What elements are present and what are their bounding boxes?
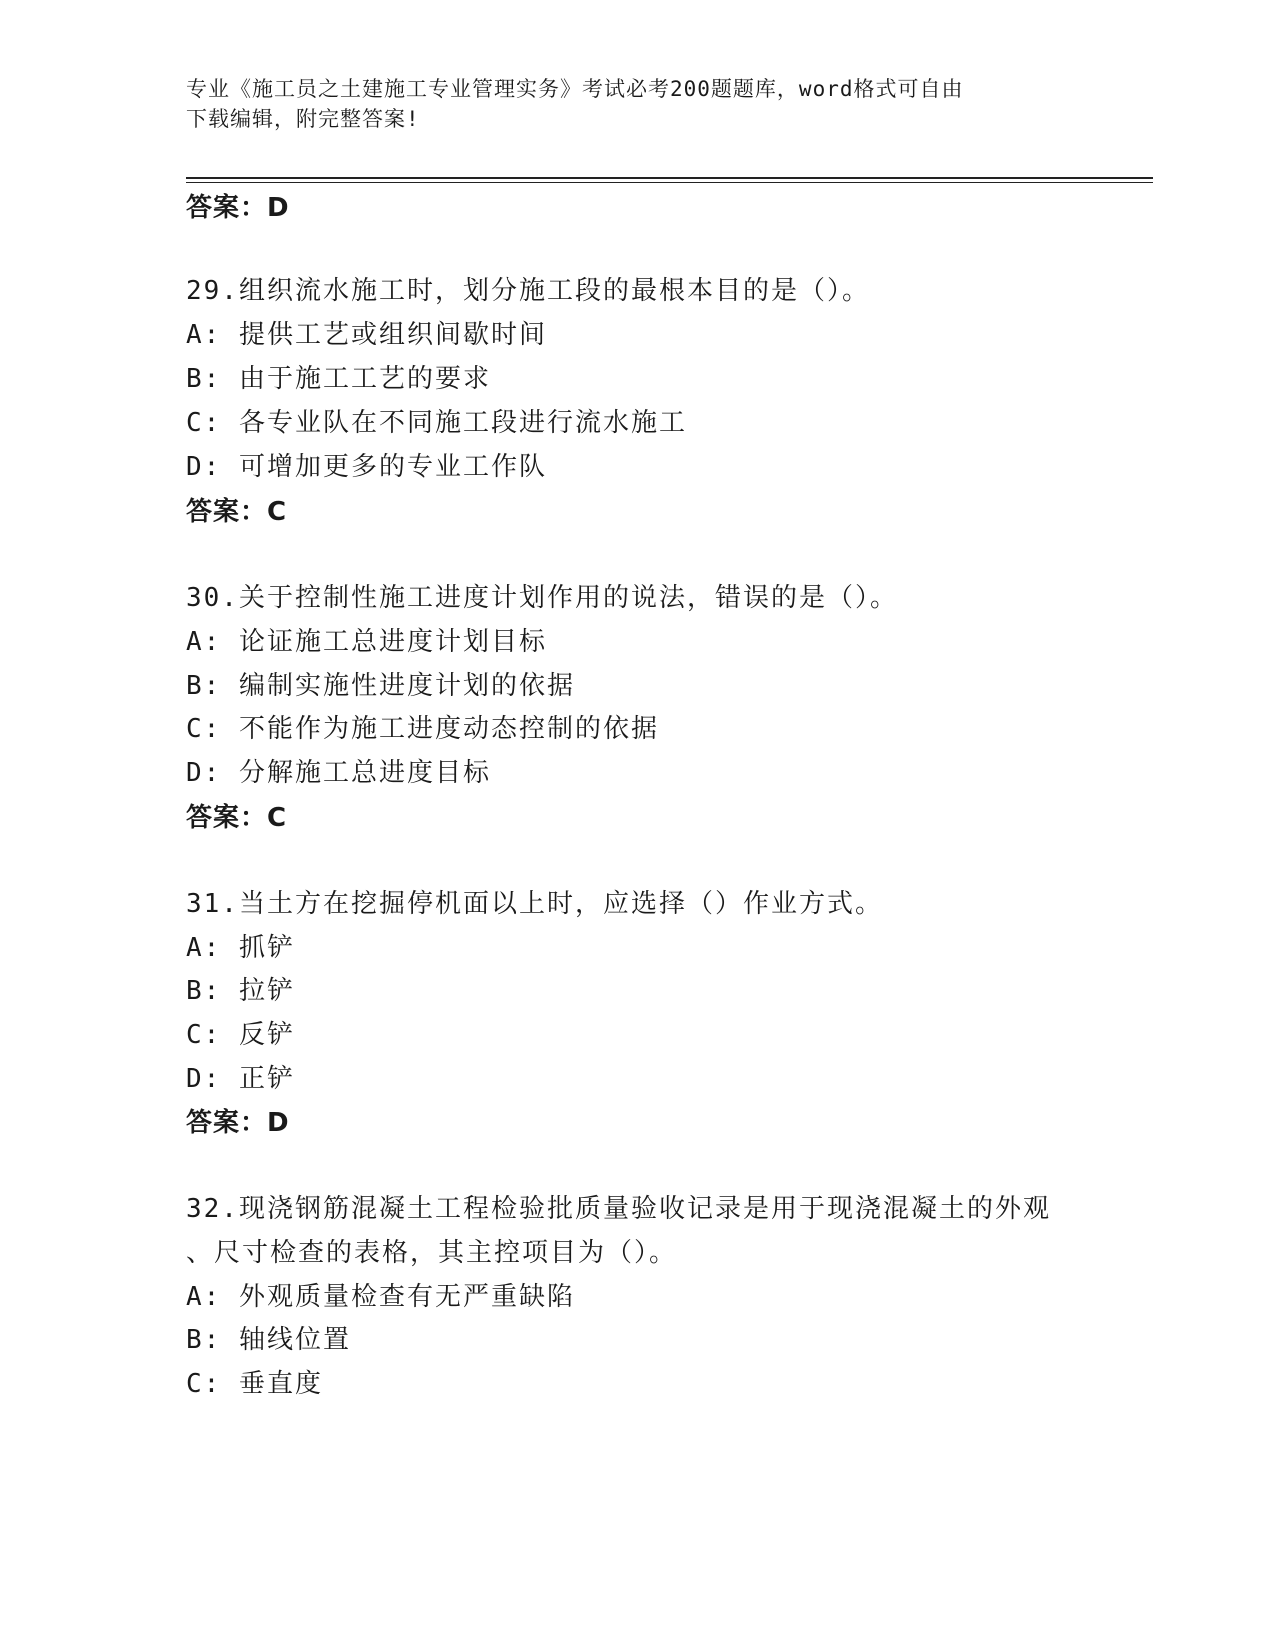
question-29-stem: 29.组织流水施工时，划分施工段的最根本目的是（）。 [186,276,870,306]
question-31-option-a: A: 抓铲 [186,933,295,963]
question-30-option-b: B: 编制实施性进度计划的依据 [186,671,575,701]
question-29-option-a: A: 提供工艺或组织间歇时间 [186,320,547,350]
question-32-stem-line-2: 、尺寸检查的表格，其主控项目为（）。 [186,1238,678,1268]
question-31-option-b: B: 拉铲 [186,976,295,1006]
question-30-option-d: D: 分解施工总进度目标 [186,758,491,788]
question-32-option-c: C: 垂直度 [186,1369,323,1399]
question-30-option-a: A: 论证施工总进度计划目标 [186,627,547,657]
question-29-answer: 答案：C [186,497,288,527]
question-32-option-b: B: 轴线位置 [186,1325,351,1355]
header-line-2: 下载编辑，附完整答案! [186,107,420,131]
header-line-1: 专业《施工员之土建施工专业管理实务》考试必考200题题库，word格式可自由 [186,77,964,101]
question-30-option-c: C: 不能作为施工进度动态控制的依据 [186,714,659,744]
question-31-answer: 答案：D [186,1108,290,1138]
question-31-option-d: D: 正铲 [186,1064,295,1094]
question-30-answer: 答案：C [186,803,288,833]
header-divider-thick [186,177,1153,179]
question-30-stem: 30.关于控制性施工进度计划作用的说法，错误的是（）。 [186,583,898,613]
previous-answer: 答案：D [186,193,290,223]
question-32-stem-line-1: 32.现浇钢筋混凝土工程检验批质量验收记录是用于现浇混凝土的外观 [186,1194,1051,1224]
document-header [186,74,1086,134]
question-29-option-b: B: 由于施工工艺的要求 [186,364,491,394]
question-32-option-a: A: 外观质量检查有无严重缺陷 [186,1282,575,1312]
question-31-option-c: C: 反铲 [186,1020,295,1050]
question-29-option-c: C: 各专业队在不同施工段进行流水施工 [186,408,687,438]
header-divider-thin [186,182,1153,183]
question-31-stem: 31.当土方在挖掘停机面以上时，应选择（）作业方式。 [186,889,883,919]
question-29-option-d: D: 可增加更多的专业工作队 [186,452,547,482]
